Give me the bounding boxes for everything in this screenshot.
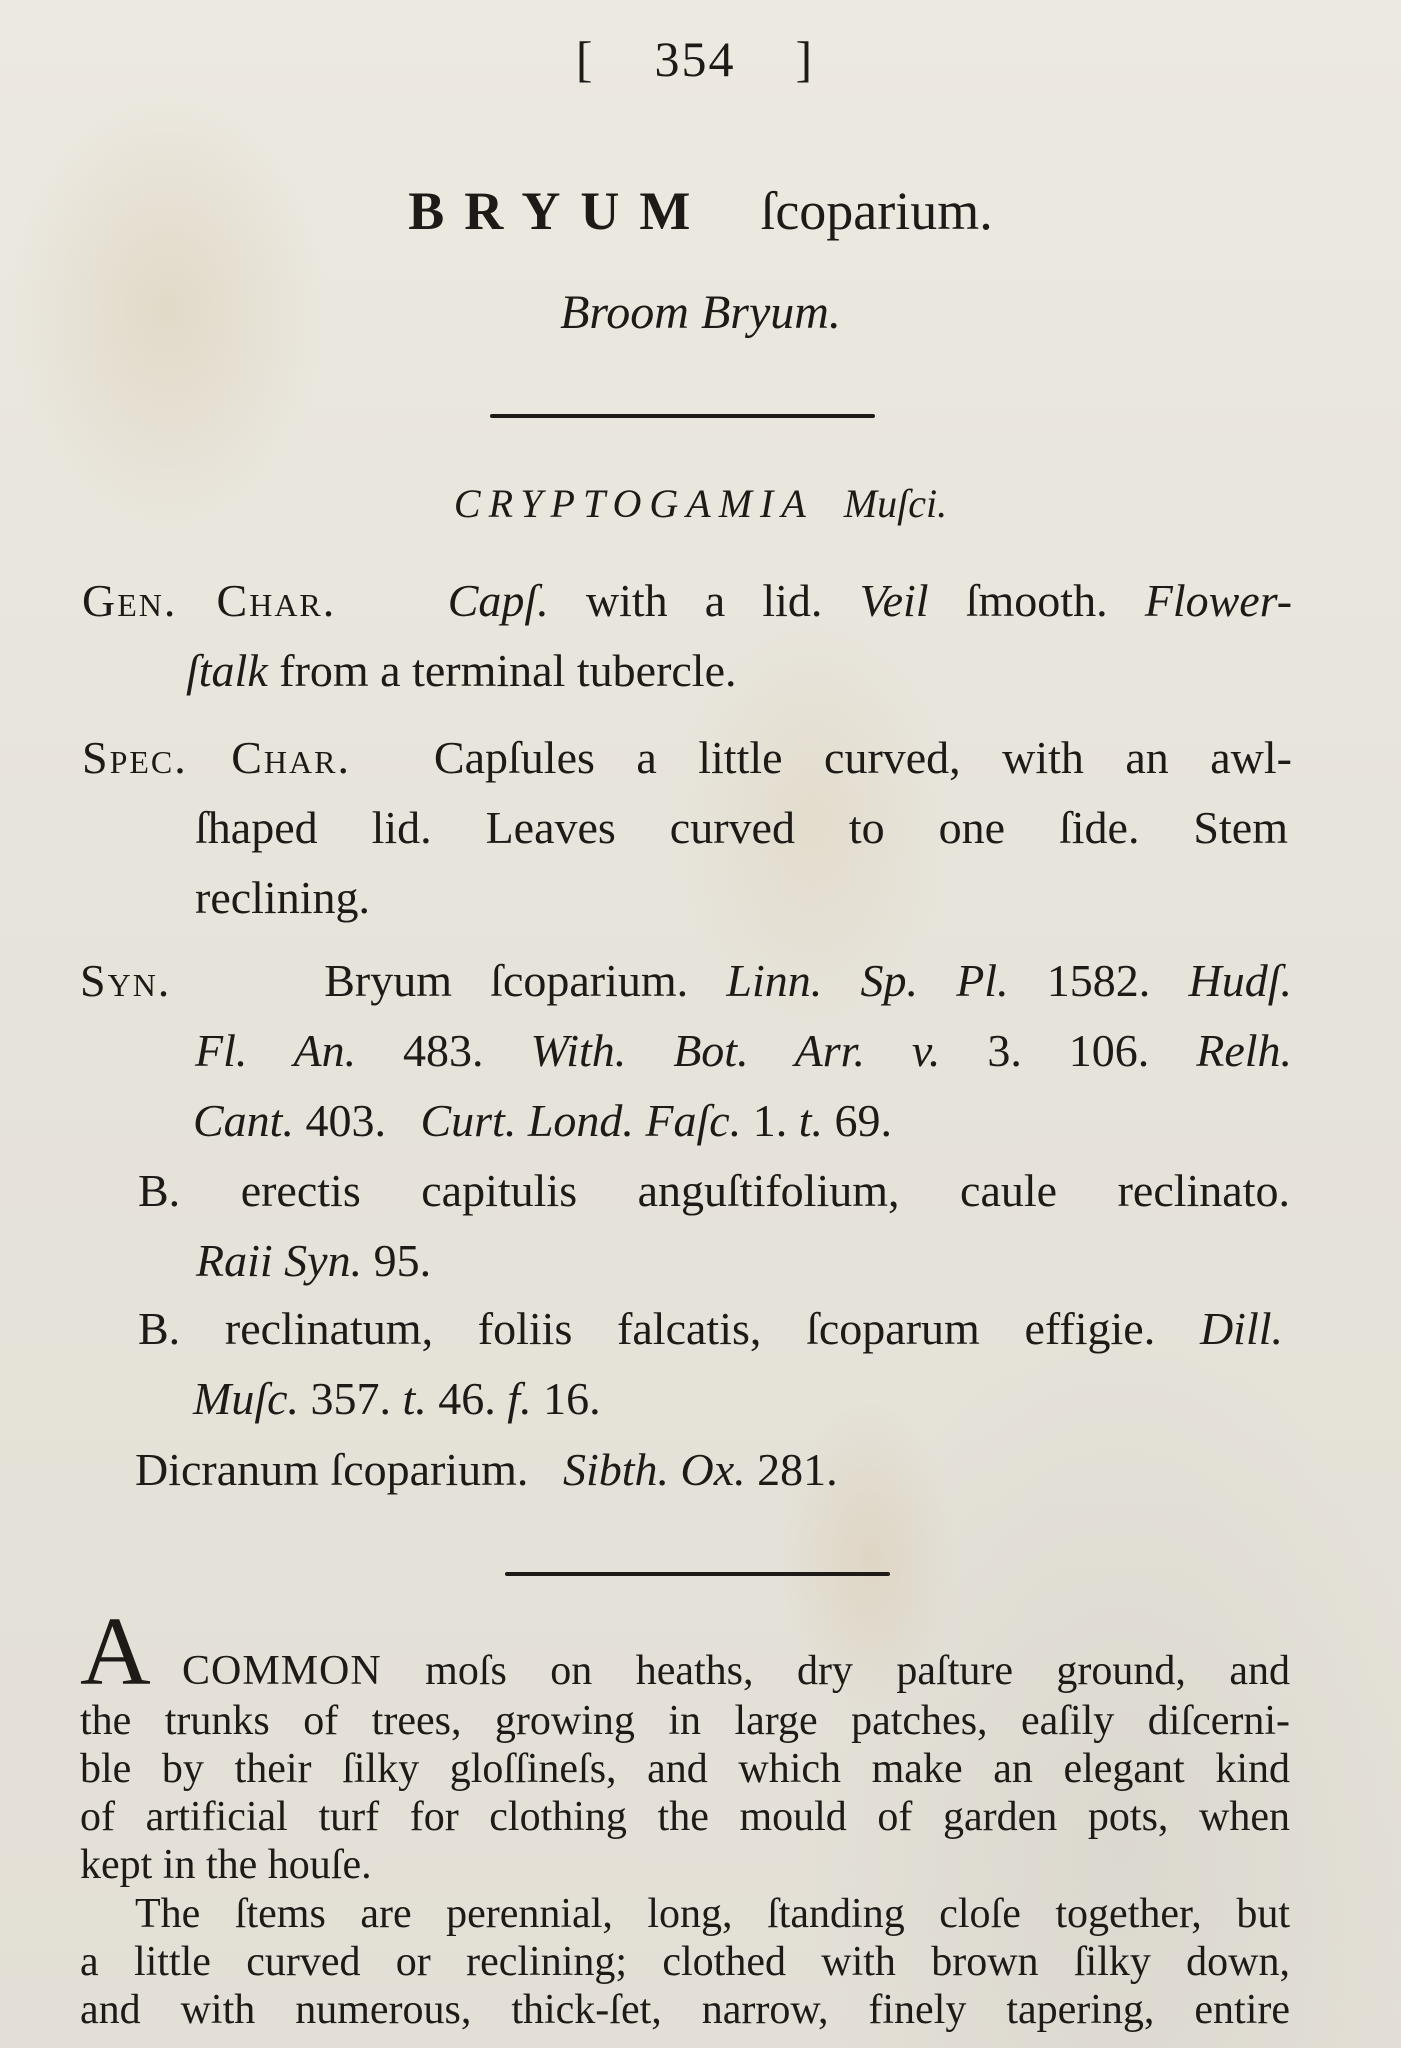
drop-cap: A xyxy=(80,1598,151,1706)
bracket-right: ] xyxy=(795,31,815,87)
syn-text: 1. xyxy=(741,1095,799,1146)
spec-char-line-2: ſhaped lid. Leaves curved to one ſide. Stem xyxy=(195,802,1288,853)
syn-text: Curt. Lond. Faſc. xyxy=(420,1095,742,1146)
bracket-left: [ xyxy=(575,31,595,87)
gen-char-line-2 xyxy=(186,645,737,696)
syn-line-1 xyxy=(80,955,1293,1006)
syn-line-3 xyxy=(193,1095,892,1146)
syn-text: Cant. xyxy=(193,1095,294,1146)
desc-first-word: COMMON xyxy=(182,1648,382,1694)
syn-text: 3. 106. xyxy=(940,1025,1197,1076)
syn-text: 1582. xyxy=(1008,955,1189,1006)
common-name: Broom Bryum. xyxy=(560,286,841,339)
page-number xyxy=(560,30,830,88)
syn-dicranum-line xyxy=(135,1444,838,1495)
syn-text: B. reclinatum, foliis falcatis, ſcoparum effigie. xyxy=(138,1303,1200,1354)
desc-line-2: the trunks of trees, growing in large patches, eaſily diſcerni- xyxy=(80,1698,1290,1744)
desc-line-8: and with numerous, thick-ſet, narrow, finely tapering, entire xyxy=(80,1987,1290,2033)
syn-b1-line-1: B. erectis capitulis anguſtifolium, caule reclinato. xyxy=(138,1165,1290,1216)
classification xyxy=(0,480,1401,527)
gen-char-label: Gen. Char. xyxy=(82,575,337,626)
syn-text: Raii Syn. xyxy=(196,1235,363,1286)
syn-text: Sibth. Ox. xyxy=(562,1444,746,1495)
syn-text: Dicranum ſcoparium. xyxy=(135,1444,540,1495)
syn-text: With. Bot. Arr. v. xyxy=(530,1025,941,1076)
page-title xyxy=(0,180,1401,242)
syn-label: Syn. xyxy=(80,955,172,1006)
desc-line-4: of artificial turf for clothing the mould of garden pots, when xyxy=(80,1794,1290,1840)
syn-text: 69. xyxy=(823,1095,892,1146)
gen-char-text: ſmooth. xyxy=(928,575,1145,626)
desc-line-3: ble by their ſilky gloſſineſs, and which make an elegant kind xyxy=(80,1746,1290,1792)
syn-text: t. xyxy=(402,1373,427,1424)
genus-name: BRYUM xyxy=(408,181,711,241)
gen-char-text: Veil xyxy=(859,575,929,626)
syn-text: 357. xyxy=(299,1373,403,1424)
syn-text: 281. xyxy=(745,1444,838,1495)
spec-char-label: Spec. Char. xyxy=(82,732,351,783)
syn-text: Relh. xyxy=(1196,1025,1293,1076)
page-number-value: 354 xyxy=(654,31,736,87)
desc-line-6: The ſtems are perennial, long, ſtanding cloſe together, but xyxy=(135,1891,1290,1937)
syn-text: Hudſ. xyxy=(1188,955,1293,1006)
species-name: ſcoparium. xyxy=(760,181,993,241)
gen-char-line-1 xyxy=(82,575,1293,626)
syn-b1-line-2 xyxy=(196,1235,432,1286)
gen-char-text: ſtalk xyxy=(186,645,268,696)
syn-text: 483. xyxy=(356,1025,531,1076)
spec-char-text: Capſules a little curved, with an awl- xyxy=(433,732,1293,783)
divider-rule-top xyxy=(490,414,875,418)
syn-line-2 xyxy=(195,1025,1293,1076)
desc-line-1 xyxy=(182,1650,1290,1692)
class-name: CRYPTOGAMIA xyxy=(453,481,814,526)
syn-text: Linn. Sp. Pl. xyxy=(726,955,1009,1006)
syn-text: Fl. An. xyxy=(195,1025,357,1076)
syn-text: Muſc. xyxy=(193,1373,300,1424)
desc-line-7: a little curved or reclining; clothed with brown ſilky down, xyxy=(80,1939,1290,1985)
gen-char-text: with a lid. xyxy=(548,575,860,626)
spec-char-line-3: reclining. xyxy=(195,872,370,923)
syn-text: Dill. xyxy=(1199,1303,1283,1354)
divider-rule-bottom xyxy=(505,1572,890,1576)
syn-text: 16. xyxy=(531,1373,601,1424)
gen-char-text: from a terminal tubercle. xyxy=(267,645,737,696)
syn-text: 46. xyxy=(426,1373,508,1424)
syn-text: f. xyxy=(507,1373,532,1424)
desc-line-5: kept in the houſe. xyxy=(80,1842,372,1888)
syn-b2-line-1 xyxy=(138,1303,1283,1354)
syn-b2-line-2 xyxy=(193,1373,601,1424)
syn-text: 403. xyxy=(293,1095,398,1146)
spec-char-line-1 xyxy=(82,732,1293,783)
syn-text: t. xyxy=(798,1095,823,1146)
gen-char-text: Capſ. xyxy=(447,575,549,626)
gen-char-text: Flower- xyxy=(1144,575,1293,626)
syn-text: 95. xyxy=(362,1235,432,1286)
syn-text: Bryum ſcoparium. xyxy=(324,955,727,1006)
desc-text: moſs on heaths, dry paſture ground, and xyxy=(381,1648,1290,1694)
order-name: Muſci. xyxy=(843,481,948,526)
